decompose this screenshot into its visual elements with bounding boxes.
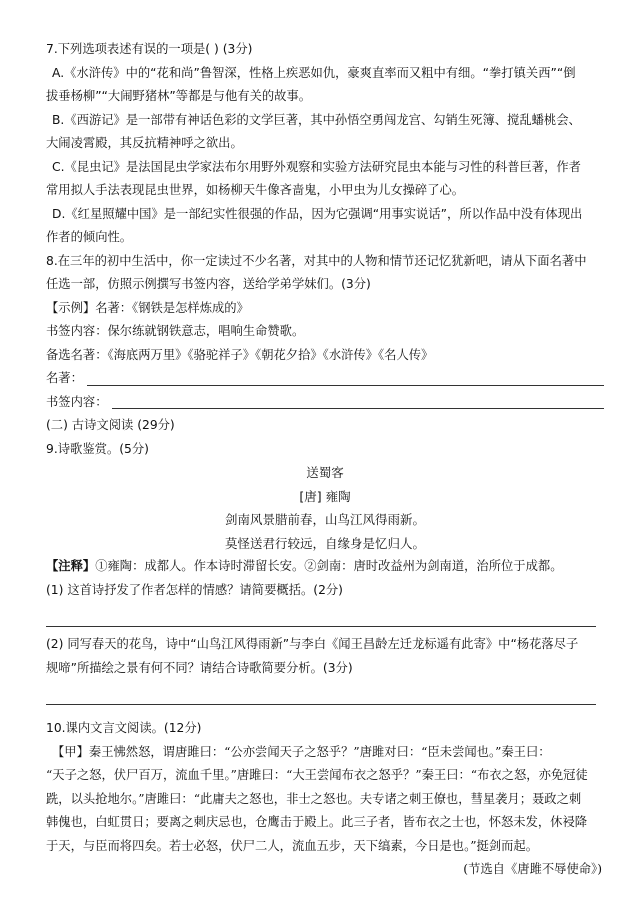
q8-name-label: 名著： (46, 371, 83, 385)
q7-option-a-line1: A.《水浒传》中的“花和尚”鲁智深，性格上疾恶如仇，豪爽直率而又粗中有细。“拳打镇关西”“倒 (52, 65, 576, 80)
q8-stem-line1: 8.在三年的初中生活中，你一定读过不少名著，对其中的人物和情节还记忆犹新吧，请从下面名著中 (46, 253, 587, 268)
q8-content-answer-line[interactable] (112, 408, 605, 409)
q7-option-b-line1: B.《西游记》是一部带有神话色彩的文学巨著，其中孙悟空勇闯龙宫、勾销生死簿、搅乱蟠桃会、 (52, 112, 581, 127)
q7-option-d-line2: 作者的倾向性。 (46, 230, 133, 244)
q7-option-b-line2: 大闹凌霄殿，其反抗精神呼之欲出。 (46, 136, 243, 150)
q8-content-label: 书签内容： (46, 394, 108, 409)
q9-stem: 9.诗歌鉴赏。(5分) (46, 441, 149, 456)
q8-stem-line2: 任选一部，仿照示例撰写书签内容，送给学弟学妹们。(3分) (46, 277, 371, 291)
q10-passage-line2: “天子之怒，伏尸百万，流血千里。”唐雎曰：“大王尝闻布衣之怒乎？”秦王曰：“布衣之怒，亦免冠徒 (46, 768, 588, 782)
q8-content-row (46, 391, 604, 415)
poem-note (46, 555, 604, 579)
q8-options: 备选名著：《海底两万里》《骆驼祥子》《朝花夕拾》《水浒传》《名人传》 (46, 347, 434, 362)
q7-option-c-line1: C.《昆虫记》是法国昆虫学家法布尔用野外观察和实验方法研究昆虫本能与习性的科普巨著，作者 (52, 159, 581, 174)
poem-note-label: 【注释】 (46, 559, 96, 573)
poem-line-2: 莫怪送君行较远，自缘身是忆归人。 (224, 535, 425, 551)
q10-stem: 10.课内文言文阅读。(12分) (46, 721, 202, 735)
q8-name-answer-line[interactable] (87, 385, 604, 386)
q10-passage-line1: 【甲】秦王怫然怒，谓唐雎曰：“公亦尝闻天子之怒乎？”唐雎对曰：“臣未尝闻也。”秦王曰： (52, 744, 551, 759)
q9-sub2-answer-line[interactable] (46, 680, 596, 705)
q7-option-a-line2: 拔垂杨柳”“大闹野猪林”等都是与他有关的故事。 (46, 89, 312, 103)
q7-option-c-line2: 常用拟人手法表现昆虫世界，如杨柳天牛像吝啬鬼，小甲虫为儿女操碎了心。 (46, 183, 465, 197)
q9-sub2-line2: 规啼”所描绘之景有何不同？请结合诗歌简要分析。(3分) (46, 660, 353, 675)
q8-example-content: 书签内容：保尔练就钢铁意志，唱响生命赞歌。 (46, 324, 305, 338)
q8-name-row (46, 367, 604, 391)
q9-sub1: (1) 这首诗抒发了作者怎样的情感？请简要概括。(2分) (46, 582, 343, 597)
poem-note-text: ①雍陶：成都人。作本诗时滞留长安。②剑南：唐时改益州为剑南道，治所位于成都。 (95, 559, 563, 573)
poem-title: 送蜀客 (306, 465, 344, 480)
question-9 (46, 438, 604, 706)
poem-line-1: 剑南风景腊前春，山鸟江风得雨新。 (224, 512, 425, 527)
question-7 (46, 38, 604, 250)
q9-sub1-answer-line[interactable] (46, 602, 596, 627)
poem-author: [唐] 雍陶 (299, 488, 351, 504)
question-10 (46, 717, 604, 882)
q8-example: 【示例】名著：《钢铁是怎样炼成的》 (46, 300, 249, 315)
question-8 (46, 250, 604, 415)
q10-passage-line4: 韩傀也，白虹贯日；要离之刺庆忌也，仓鹰击于殿上。此三子者，皆布衣之士也，怀怒未发，休祲降 (46, 815, 588, 829)
q10-passage-line5: 于天，与臣而将四矣。若士必怒，伏尸二人，流血五步，天下缟素，今日是也。”挺剑而起。 (46, 838, 539, 853)
q10-source: (节选自《唐雎不辱使命》) (463, 862, 602, 876)
q10-passage-line3: 跣，以头抢地尔。”唐雎曰：“此庸夫之怒也，非士之怒也。夫专诸之刺王僚也，彗星袭月；聂政之刺 (46, 791, 582, 806)
section-2-title: (二) 古诗文阅读 (29分) (46, 418, 175, 432)
q7-option-d-line1: D.《红星照耀中国》是一部纪实性很强的作品，因为它强调“用事实说话”，所以作品中没有体现出 (52, 206, 583, 221)
q9-sub2-line1: (2) 同写春天的花鸟，诗中“山鸟江风得雨新”与李白《闻王昌龄左迁龙标遥有此寄》中“杨花落尽子 (46, 637, 579, 651)
q7-stem: 7.下列选项表述有误的一项是( ) (3分) (46, 42, 253, 56)
